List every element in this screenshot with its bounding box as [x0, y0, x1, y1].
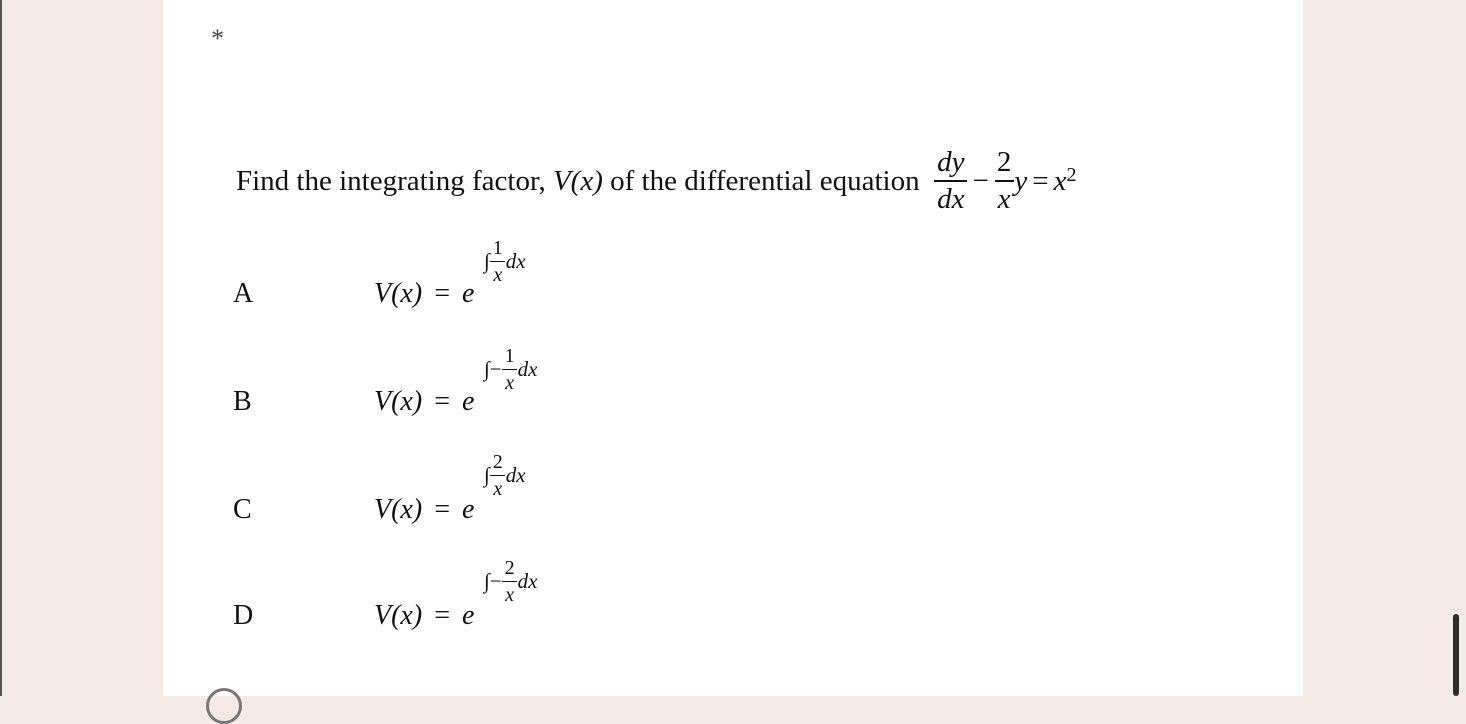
equals-sign: =	[1032, 164, 1049, 197]
option-c-fraction	[490, 452, 506, 499]
option-d-denominator: x	[502, 581, 517, 605]
option-a-equals: =	[434, 278, 450, 309]
scrollbar-thumb[interactable]	[1453, 614, 1459, 696]
option-d-integral: ∫	[484, 569, 490, 593]
option-b-base: e	[461, 386, 475, 417]
rhs-power: 2	[1066, 163, 1077, 186]
option-b-numerator: 1	[504, 345, 515, 367]
coefficient-numerator: 2	[996, 146, 1012, 178]
derivative-denominator: dx	[934, 180, 967, 214]
option-d-base: e	[461, 600, 475, 631]
option-b-fraction	[502, 346, 518, 393]
option-a-lhs: V(x)	[374, 278, 423, 309]
option-a-letter[interactable]: A	[233, 278, 254, 309]
option-a-numerator: 1	[492, 237, 503, 259]
coefficient-denominator: x	[995, 180, 1014, 214]
question-middle: of the differential equation	[610, 164, 920, 197]
option-d-lhs: V(x)	[374, 600, 423, 631]
option-d-sign: −	[489, 569, 502, 593]
question-text	[236, 148, 1076, 214]
option-c-dx: dx	[505, 463, 526, 487]
option-b-denominator: x	[502, 369, 517, 393]
question-card	[163, 0, 1303, 696]
coefficient-fraction	[994, 148, 1015, 214]
option-a-formula[interactable]	[374, 278, 474, 310]
option-a-denominator: x	[490, 261, 505, 285]
option-c-letter[interactable]: C	[233, 494, 252, 525]
option-b-lhs: V(x)	[374, 386, 423, 417]
left-border	[0, 0, 2, 696]
required-asterisk: *	[211, 24, 224, 53]
option-a-integral: ∫	[484, 249, 490, 273]
option-c-integral: ∫	[484, 463, 490, 487]
option-b-dx: dx	[517, 357, 538, 381]
question-prefix: Find the integrating factor,	[236, 164, 546, 197]
option-a-exponent	[484, 238, 526, 285]
option-c-lhs: V(x)	[374, 494, 423, 525]
option-d-dx: dx	[517, 569, 538, 593]
option-b-formula[interactable]	[374, 386, 474, 418]
question-function: V(x)	[552, 164, 603, 197]
rhs-x: x	[1053, 164, 1067, 197]
option-a-fraction	[490, 238, 506, 285]
option-c-equals: =	[434, 494, 450, 525]
option-a-base: e	[461, 278, 475, 309]
option-d-numerator: 2	[504, 557, 515, 579]
option-d-fraction	[502, 558, 518, 605]
option-b-equals: =	[434, 386, 450, 417]
option-b-exponent	[484, 346, 537, 393]
option-b-letter[interactable]: B	[233, 386, 252, 417]
option-c-base: e	[461, 494, 475, 525]
derivative-fraction	[934, 148, 967, 214]
option-d-equals: =	[434, 600, 450, 631]
option-a-dx: dx	[505, 249, 526, 273]
option-c-numerator: 2	[492, 451, 503, 473]
option-d-formula[interactable]	[374, 600, 474, 632]
option-c-exponent	[484, 452, 526, 499]
option-d-letter[interactable]: D	[233, 600, 254, 631]
option-d-exponent	[484, 558, 537, 605]
option-b-integral: ∫	[484, 357, 490, 381]
option-b-sign: −	[489, 357, 502, 381]
option-c-formula[interactable]	[374, 494, 474, 526]
minus-sign: −	[972, 164, 989, 197]
option-c-denominator: x	[490, 475, 505, 499]
variable-y: y	[1014, 164, 1028, 197]
radio-button-icon[interactable]	[206, 688, 242, 724]
derivative-numerator: dy	[937, 146, 965, 178]
